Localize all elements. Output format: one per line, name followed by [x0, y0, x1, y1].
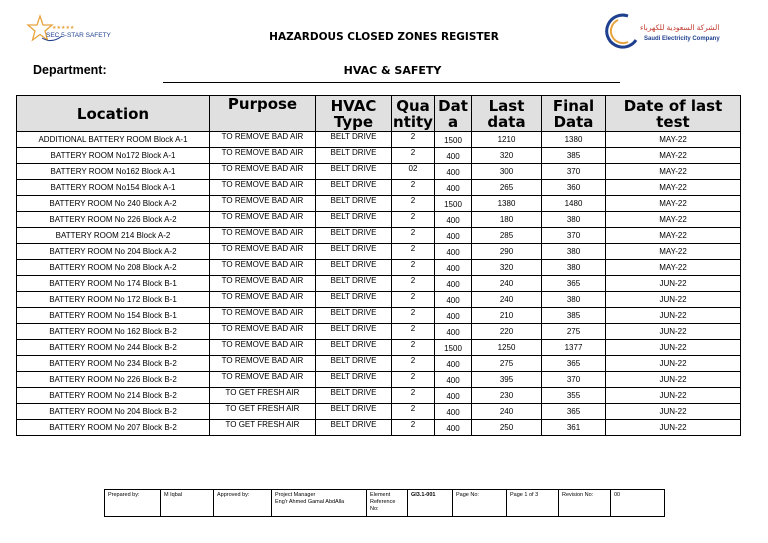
cell-data: 400 — [435, 372, 472, 388]
cell-purpose: TO GET FRESH AIR — [210, 404, 316, 420]
cell-purpose: TO GET FRESH AIR — [210, 420, 316, 436]
cell-final-data: 365 — [542, 404, 606, 420]
table-row — [17, 324, 741, 340]
cell-location: BATTERY ROOM No 234 Block B-2 — [17, 356, 210, 372]
cell-location: BATTERY ROOM No 244 Block B-2 — [17, 340, 210, 356]
prepared-by-label: Prepared by: — [105, 490, 161, 517]
table-row — [17, 164, 741, 180]
cell-purpose: TO REMOVE BAD AIR — [210, 180, 316, 196]
register-body — [17, 132, 741, 436]
table-row — [17, 228, 741, 244]
cell-purpose: TO REMOVE BAD AIR — [210, 228, 316, 244]
cell-final-data: 385 — [542, 308, 606, 324]
col-quantity-header: Qua ntity — [393, 96, 433, 131]
table-row — [17, 212, 741, 228]
cell-date: MAY-22 — [606, 132, 741, 148]
department-value: HVAC & SAFETY — [343, 64, 442, 77]
cell-data: 400 — [435, 244, 472, 260]
cell-location: BATTERY ROOM No 154 Block B-1 — [17, 308, 210, 324]
table-row — [17, 180, 741, 196]
cell-data: 400 — [435, 276, 472, 292]
company-arabic-name: الشركة السعودية للكهرباء — [640, 23, 720, 32]
cell-date: MAY-22 — [606, 196, 741, 212]
cell-date: JUN-22 — [606, 420, 741, 436]
cell-quantity: 2 — [392, 388, 435, 404]
cell-hvac-type: BELT DRIVE — [316, 164, 392, 180]
cell-location: BATTERY ROOM No 207 Block B-2 — [17, 420, 210, 436]
cell-date: JUN-22 — [606, 356, 741, 372]
cell-data: 400 — [435, 356, 472, 372]
cell-data: 1500 — [435, 340, 472, 356]
cell-purpose: TO REMOVE BAD AIR — [210, 292, 316, 308]
approver-value: Project Manager Eng'r Ahmed Gamal AbdAlla — [272, 490, 367, 517]
table-row — [17, 356, 741, 372]
col-date-header: Date of last test — [606, 96, 741, 132]
cell-last-data: 290 — [472, 244, 542, 260]
cell-last-data: 220 — [472, 324, 542, 340]
cell-purpose: TO REMOVE BAD AIR — [210, 276, 316, 292]
table-row — [17, 244, 741, 260]
cell-hvac-type: BELT DRIVE — [316, 148, 392, 164]
cell-location: BATTERY ROOM No 204 Block B-2 — [17, 404, 210, 420]
cell-date: JUN-22 — [606, 308, 741, 324]
cell-data: 400 — [435, 420, 472, 436]
col-hvac-type-header: HVAC Type — [316, 96, 392, 132]
cell-last-data: 300 — [472, 164, 542, 180]
cell-hvac-type: BELT DRIVE — [316, 276, 392, 292]
company-english-name: Saudi Electricity Company — [644, 36, 720, 42]
col-purpose-header: Purpose — [210, 96, 316, 132]
cell-date: JUN-22 — [606, 404, 741, 420]
cell-quantity: 2 — [392, 228, 435, 244]
cell-purpose: TO REMOVE BAD AIR — [210, 356, 316, 372]
table-row — [17, 132, 741, 148]
cell-location: BATTERY ROOM No 226 Block B-2 — [17, 372, 210, 388]
table-row — [17, 292, 741, 308]
cell-location: BATTERY ROOM No154 Block A-1 — [17, 180, 210, 196]
cell-quantity: 2 — [392, 132, 435, 148]
cell-quantity: 2 — [392, 180, 435, 196]
cell-hvac-type: BELT DRIVE — [316, 132, 392, 148]
table-row — [17, 404, 741, 420]
cell-last-data: 240 — [472, 404, 542, 420]
cell-location: BATTERY ROOM No162 Block A-1 — [17, 164, 210, 180]
cell-purpose: TO REMOVE BAD AIR — [210, 324, 316, 340]
cell-date: JUN-22 — [606, 372, 741, 388]
cell-final-data: 380 — [542, 244, 606, 260]
cell-last-data: 240 — [472, 276, 542, 292]
sec-company-logo — [598, 12, 738, 52]
cell-data: 400 — [435, 260, 472, 276]
cell-hvac-type: BELT DRIVE — [316, 292, 392, 308]
cell-final-data: 380 — [542, 292, 606, 308]
cell-final-data: 365 — [542, 356, 606, 372]
document-footer — [104, 489, 665, 517]
table-row — [17, 388, 741, 404]
cell-last-data: 1250 — [472, 340, 542, 356]
cell-date: MAY-22 — [606, 180, 741, 196]
revision-value: 00 — [611, 490, 665, 517]
cell-quantity: 02 — [392, 164, 435, 180]
cell-last-data: 395 — [472, 372, 542, 388]
cell-last-data: 250 — [472, 420, 542, 436]
table-row — [17, 196, 741, 212]
cell-hvac-type: BELT DRIVE — [316, 356, 392, 372]
element-ref-label: Element Reference No: — [367, 490, 408, 517]
cell-location: BATTERY ROOM No 214 Block B-2 — [17, 388, 210, 404]
table-row — [17, 148, 741, 164]
cell-final-data: 380 — [542, 212, 606, 228]
table-row — [17, 340, 741, 356]
page-no-label: Page No: — [453, 490, 507, 517]
cell-data: 400 — [435, 212, 472, 228]
cell-quantity: 2 — [392, 324, 435, 340]
brand-text: SEC 5-STAR SAFETY — [46, 32, 111, 39]
cell-data: 400 — [435, 164, 472, 180]
cell-location: BATTERY ROOM No 208 Block A-2 — [17, 260, 210, 276]
cell-location: BATTERY ROOM No 204 Block A-2 — [17, 244, 210, 260]
page-title: HAZARDOUS CLOSED ZONES REGISTER — [269, 31, 499, 43]
register-table — [16, 95, 741, 436]
cell-hvac-type: BELT DRIVE — [316, 196, 392, 212]
cell-location: BATTERY ROOM 214 Block A-2 — [17, 228, 210, 244]
cell-data: 400 — [435, 292, 472, 308]
cell-purpose: TO REMOVE BAD AIR — [210, 260, 316, 276]
cell-final-data: 380 — [542, 260, 606, 276]
cell-purpose: TO REMOVE BAD AIR — [210, 164, 316, 180]
cell-quantity: 2 — [392, 260, 435, 276]
cell-purpose: TO REMOVE BAD AIR — [210, 244, 316, 260]
cell-date: MAY-22 — [606, 212, 741, 228]
cell-last-data: 230 — [472, 388, 542, 404]
col-data-header: Dat a — [435, 96, 472, 132]
cell-last-data: 320 — [472, 148, 542, 164]
cell-purpose: TO REMOVE BAD AIR — [210, 196, 316, 212]
cell-quantity: 2 — [392, 148, 435, 164]
cell-purpose: TO REMOVE BAD AIR — [210, 372, 316, 388]
table-row — [17, 372, 741, 388]
cell-location: BATTERY ROOM No172 Block A-1 — [17, 148, 210, 164]
cell-quantity: 2 — [392, 340, 435, 356]
cell-final-data: 1380 — [542, 132, 606, 148]
cell-purpose: TO REMOVE BAD AIR — [210, 340, 316, 356]
cell-data: 400 — [435, 404, 472, 420]
cell-quantity: 2 — [392, 292, 435, 308]
cell-location: BATTERY ROOM No 174 Block B-1 — [17, 276, 210, 292]
cell-quantity: 2 — [392, 420, 435, 436]
col-location-header: Location — [17, 96, 210, 132]
swoosh-icon — [598, 12, 640, 54]
department-label: Department: — [33, 63, 107, 77]
cell-last-data: 275 — [472, 356, 542, 372]
cell-quantity: 2 — [392, 404, 435, 420]
cell-final-data: 370 — [542, 164, 606, 180]
cell-hvac-type: BELT DRIVE — [316, 420, 392, 436]
table-header-row — [17, 96, 741, 132]
cell-data: 400 — [435, 324, 472, 340]
cell-quantity: 2 — [392, 308, 435, 324]
cell-last-data: 320 — [472, 260, 542, 276]
cell-hvac-type: BELT DRIVE — [316, 372, 392, 388]
table-row — [17, 308, 741, 324]
cell-location: BATTERY ROOM No 162 Block B-2 — [17, 324, 210, 340]
cell-date: MAY-22 — [606, 164, 741, 180]
cell-purpose: TO REMOVE BAD AIR — [210, 308, 316, 324]
cell-final-data: 1377 — [542, 340, 606, 356]
cell-hvac-type: BELT DRIVE — [316, 212, 392, 228]
cell-date: MAY-22 — [606, 228, 741, 244]
cell-last-data: 285 — [472, 228, 542, 244]
page-of-value: Page 1 of 3 — [507, 490, 559, 517]
cell-data: 400 — [435, 148, 472, 164]
cell-data: 1500 — [435, 196, 472, 212]
department-underline — [163, 82, 620, 83]
prepared-by-value: M Iqbal — [161, 490, 214, 517]
cell-final-data: 370 — [542, 228, 606, 244]
cell-final-data: 1480 — [542, 196, 606, 212]
cell-location: BATTERY ROOM No 226 Block A-2 — [17, 212, 210, 228]
cell-final-data: 360 — [542, 180, 606, 196]
cell-hvac-type: BELT DRIVE — [316, 324, 392, 340]
cell-purpose: TO REMOVE BAD AIR — [210, 148, 316, 164]
cell-data: 400 — [435, 308, 472, 324]
cell-date: JUN-22 — [606, 292, 741, 308]
approved-by-label: Approved by: — [214, 490, 272, 517]
cell-hvac-type: BELT DRIVE — [316, 340, 392, 356]
cell-date: MAY-22 — [606, 260, 741, 276]
cell-date: JUN-22 — [606, 388, 741, 404]
cell-final-data: 370 — [542, 372, 606, 388]
cell-data: 400 — [435, 180, 472, 196]
cell-hvac-type: BELT DRIVE — [316, 180, 392, 196]
cell-data: 1500 — [435, 132, 472, 148]
cell-final-data: 275 — [542, 324, 606, 340]
cell-quantity: 2 — [392, 372, 435, 388]
col-last-data-header: Last data — [472, 96, 542, 132]
cell-data: 400 — [435, 388, 472, 404]
table-row — [17, 260, 741, 276]
cell-date: MAY-22 — [606, 244, 741, 260]
cell-hvac-type: BELT DRIVE — [316, 244, 392, 260]
svg-text:★★★★★: ★★★★★ — [52, 25, 75, 31]
cell-last-data: 240 — [472, 292, 542, 308]
cell-last-data: 265 — [472, 180, 542, 196]
col-final-data-header: Final Data — [542, 96, 606, 132]
cell-last-data: 1380 — [472, 196, 542, 212]
cell-purpose: TO REMOVE BAD AIR — [210, 212, 316, 228]
cell-final-data: 385 — [542, 148, 606, 164]
revision-label: Revision No: — [559, 490, 611, 517]
element-ref-value: GI3.1-001 — [408, 490, 453, 517]
cell-quantity: 2 — [392, 212, 435, 228]
cell-location: BATTERY ROOM No 172 Block B-1 — [17, 292, 210, 308]
cell-hvac-type: BELT DRIVE — [316, 404, 392, 420]
cell-quantity: 2 — [392, 356, 435, 372]
cell-location: BATTERY ROOM No 240 Block A-2 — [17, 196, 210, 212]
cell-date: MAY-22 — [606, 148, 741, 164]
cell-final-data: 361 — [542, 420, 606, 436]
cell-quantity: 2 — [392, 276, 435, 292]
cell-final-data: 355 — [542, 388, 606, 404]
cell-purpose: TO REMOVE BAD AIR — [210, 132, 316, 148]
cell-data: 400 — [435, 228, 472, 244]
cell-hvac-type: BELT DRIVE — [316, 388, 392, 404]
cell-hvac-type: BELT DRIVE — [316, 228, 392, 244]
cell-last-data: 210 — [472, 308, 542, 324]
cell-date: JUN-22 — [606, 324, 741, 340]
cell-last-data: 180 — [472, 212, 542, 228]
cell-last-data: 1210 — [472, 132, 542, 148]
cell-quantity: 2 — [392, 244, 435, 260]
cell-date: JUN-22 — [606, 340, 741, 356]
cell-hvac-type: BELT DRIVE — [316, 308, 392, 324]
cell-location: ADDITIONAL BATTERY ROOM Block A-1 — [17, 132, 210, 148]
table-row — [17, 420, 741, 436]
cell-purpose: TO GET FRESH AIR — [210, 388, 316, 404]
cell-date: JUN-22 — [606, 276, 741, 292]
cell-final-data: 365 — [542, 276, 606, 292]
cell-hvac-type: BELT DRIVE — [316, 260, 392, 276]
cell-quantity: 2 — [392, 196, 435, 212]
table-row — [17, 276, 741, 292]
